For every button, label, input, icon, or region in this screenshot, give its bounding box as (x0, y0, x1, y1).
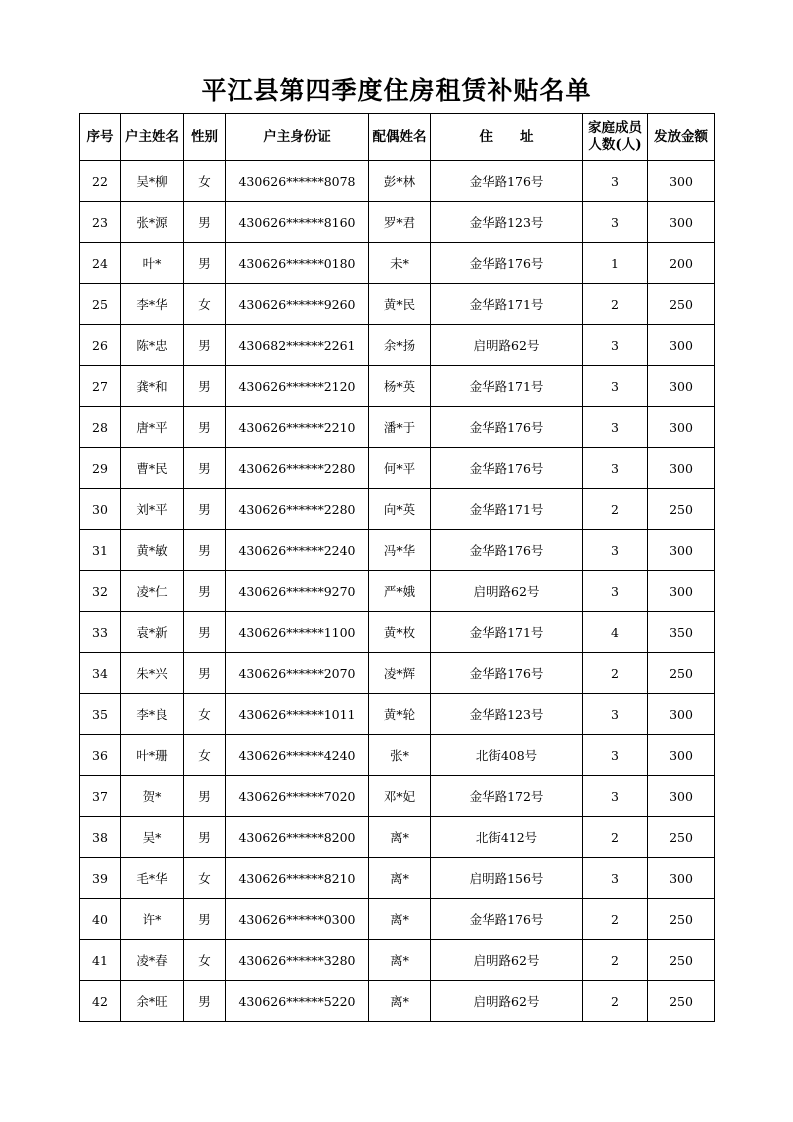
cell-address: 北街408号 (431, 735, 583, 776)
cell-amount: 250 (648, 981, 715, 1022)
cell-amount: 300 (648, 694, 715, 735)
cell-spouse-name: 余*扬 (369, 325, 431, 366)
table-row (80, 571, 715, 612)
cell-amount: 300 (648, 776, 715, 817)
cell-amount: 250 (648, 653, 715, 694)
cell-amount: 300 (648, 735, 715, 776)
cell-gender: 女 (184, 735, 226, 776)
cell-gender: 男 (184, 817, 226, 858)
cell-address: 金华路176号 (431, 407, 583, 448)
cell-spouse-name: 冯*华 (369, 530, 431, 571)
cell-owner-name: 黄*敏 (121, 530, 184, 571)
cell-spouse-name: 离* (369, 981, 431, 1022)
table-header (80, 114, 715, 161)
table-row (80, 653, 715, 694)
cell-amount: 300 (648, 448, 715, 489)
cell-gender: 男 (184, 530, 226, 571)
cell-seq: 31 (80, 530, 121, 571)
cell-seq: 22 (80, 161, 121, 202)
cell-amount: 250 (648, 899, 715, 940)
cell-owner-id: 430626******2240 (226, 530, 369, 571)
header-amount: 发放金额 (648, 114, 715, 161)
cell-address: 金华路176号 (431, 161, 583, 202)
cell-owner-name: 许* (121, 899, 184, 940)
cell-family-size: 3 (583, 202, 648, 243)
cell-family-size: 2 (583, 899, 648, 940)
cell-amount: 200 (648, 243, 715, 284)
cell-gender: 男 (184, 612, 226, 653)
cell-amount: 300 (648, 366, 715, 407)
table-row (80, 243, 715, 284)
cell-owner-name: 陈*忠 (121, 325, 184, 366)
cell-address: 金华路172号 (431, 776, 583, 817)
table-row (80, 817, 715, 858)
cell-seq: 39 (80, 858, 121, 899)
cell-seq: 36 (80, 735, 121, 776)
header-owner-name: 户主姓名 (121, 114, 184, 161)
cell-gender: 男 (184, 366, 226, 407)
cell-seq: 24 (80, 243, 121, 284)
cell-seq: 35 (80, 694, 121, 735)
cell-owner-name: 唐*平 (121, 407, 184, 448)
cell-family-size: 3 (583, 694, 648, 735)
cell-address: 金华路171号 (431, 366, 583, 407)
cell-spouse-name: 杨*英 (369, 366, 431, 407)
cell-owner-id: 430626******9270 (226, 571, 369, 612)
cell-amount: 300 (648, 202, 715, 243)
cell-seq: 41 (80, 940, 121, 981)
cell-gender: 女 (184, 694, 226, 735)
cell-address: 金华路171号 (431, 612, 583, 653)
cell-spouse-name: 罗*君 (369, 202, 431, 243)
cell-address: 金华路176号 (431, 899, 583, 940)
cell-gender: 男 (184, 448, 226, 489)
cell-seq: 38 (80, 817, 121, 858)
cell-address: 金华路171号 (431, 489, 583, 530)
cell-gender: 女 (184, 161, 226, 202)
cell-seq: 34 (80, 653, 121, 694)
subsidy-roster-table (79, 113, 715, 1022)
cell-spouse-name: 彭*林 (369, 161, 431, 202)
cell-owner-name: 刘*平 (121, 489, 184, 530)
cell-owner-id: 430626******1100 (226, 612, 369, 653)
cell-family-size: 3 (583, 366, 648, 407)
cell-family-size: 3 (583, 448, 648, 489)
header-gender: 性别 (184, 114, 226, 161)
cell-spouse-name: 向*英 (369, 489, 431, 530)
table-row (80, 858, 715, 899)
cell-owner-id: 430626******1011 (226, 694, 369, 735)
cell-owner-id: 430626******8160 (226, 202, 369, 243)
cell-amount: 300 (648, 571, 715, 612)
cell-owner-name: 凌*春 (121, 940, 184, 981)
cell-owner-id: 430626******2280 (226, 489, 369, 530)
header-family-size-line2: 人数(人) (588, 137, 642, 153)
cell-owner-name: 余*旺 (121, 981, 184, 1022)
cell-spouse-name: 黄*轮 (369, 694, 431, 735)
cell-amount: 300 (648, 407, 715, 448)
cell-owner-id: 430626******9260 (226, 284, 369, 325)
cell-address: 金华路123号 (431, 202, 583, 243)
cell-owner-id: 430626******2070 (226, 653, 369, 694)
cell-seq: 28 (80, 407, 121, 448)
cell-owner-id: 430626******7020 (226, 776, 369, 817)
cell-seq: 30 (80, 489, 121, 530)
cell-owner-id: 430626******0180 (226, 243, 369, 284)
cell-owner-id: 430682******2261 (226, 325, 369, 366)
cell-gender: 男 (184, 202, 226, 243)
table-body (80, 161, 715, 1022)
cell-family-size: 4 (583, 612, 648, 653)
cell-owner-id: 430626******8210 (226, 858, 369, 899)
table-row (80, 325, 715, 366)
cell-gender: 女 (184, 940, 226, 981)
header-family-size-line1: 家庭成员 (588, 120, 642, 136)
cell-address: 金华路176号 (431, 530, 583, 571)
cell-owner-id: 430626******8200 (226, 817, 369, 858)
table-row (80, 284, 715, 325)
cell-owner-id: 430626******0300 (226, 899, 369, 940)
cell-owner-id: 430626******2210 (226, 407, 369, 448)
cell-owner-name: 李*良 (121, 694, 184, 735)
cell-seq: 40 (80, 899, 121, 940)
cell-gender: 女 (184, 284, 226, 325)
cell-owner-name: 朱*兴 (121, 653, 184, 694)
cell-amount: 250 (648, 284, 715, 325)
cell-address: 金华路123号 (431, 694, 583, 735)
cell-family-size: 2 (583, 284, 648, 325)
cell-address: 北街412号 (431, 817, 583, 858)
cell-spouse-name: 凌*辉 (369, 653, 431, 694)
cell-address: 金华路171号 (431, 284, 583, 325)
cell-owner-name: 曹*民 (121, 448, 184, 489)
cell-amount: 300 (648, 325, 715, 366)
cell-spouse-name: 张* (369, 735, 431, 776)
cell-amount: 300 (648, 161, 715, 202)
cell-family-size: 2 (583, 940, 648, 981)
cell-spouse-name: 潘*于 (369, 407, 431, 448)
cell-family-size: 3 (583, 530, 648, 571)
cell-family-size: 1 (583, 243, 648, 284)
cell-family-size: 3 (583, 858, 648, 899)
table-row (80, 735, 715, 776)
cell-amount: 250 (648, 489, 715, 530)
cell-address: 金华路176号 (431, 448, 583, 489)
cell-address: 启明路62号 (431, 325, 583, 366)
cell-seq: 25 (80, 284, 121, 325)
cell-owner-id: 430626******3280 (226, 940, 369, 981)
cell-gender: 男 (184, 776, 226, 817)
table-row (80, 694, 715, 735)
cell-owner-name: 贺* (121, 776, 184, 817)
cell-family-size: 2 (583, 817, 648, 858)
cell-family-size: 2 (583, 981, 648, 1022)
cell-amount: 300 (648, 530, 715, 571)
cell-family-size: 3 (583, 325, 648, 366)
cell-owner-id: 430626******8078 (226, 161, 369, 202)
cell-spouse-name: 未* (369, 243, 431, 284)
cell-owner-name: 龚*和 (121, 366, 184, 407)
cell-owner-name: 吴*柳 (121, 161, 184, 202)
cell-address: 启明路62号 (431, 940, 583, 981)
table-row (80, 407, 715, 448)
cell-amount: 250 (648, 940, 715, 981)
cell-gender: 男 (184, 899, 226, 940)
page-title: 平江县第四季度住房租赁补贴名单 (201, 76, 592, 105)
cell-spouse-name: 离* (369, 858, 431, 899)
cell-seq: 37 (80, 776, 121, 817)
cell-family-size: 2 (583, 653, 648, 694)
table-row (80, 202, 715, 243)
cell-address: 启明路156号 (431, 858, 583, 899)
cell-gender: 女 (184, 858, 226, 899)
header-spouse-name: 配偶姓名 (369, 114, 431, 161)
table-row (80, 489, 715, 530)
cell-owner-name: 叶*珊 (121, 735, 184, 776)
cell-owner-name: 吴* (121, 817, 184, 858)
cell-address: 金华路176号 (431, 653, 583, 694)
cell-owner-name: 李*华 (121, 284, 184, 325)
cell-gender: 男 (184, 571, 226, 612)
cell-gender: 男 (184, 981, 226, 1022)
cell-gender: 男 (184, 243, 226, 284)
cell-gender: 男 (184, 653, 226, 694)
table-row (80, 981, 715, 1022)
cell-owner-id: 430626******4240 (226, 735, 369, 776)
cell-owner-id: 430626******2280 (226, 448, 369, 489)
header-seq: 序号 (80, 114, 121, 161)
cell-owner-name: 袁*新 (121, 612, 184, 653)
header-owner-id: 户主身份证 (226, 114, 369, 161)
cell-seq: 42 (80, 981, 121, 1022)
cell-family-size: 2 (583, 489, 648, 530)
cell-address: 启明路62号 (431, 981, 583, 1022)
header-address: 住 址 (431, 114, 583, 161)
cell-spouse-name: 离* (369, 899, 431, 940)
cell-owner-name: 毛*华 (121, 858, 184, 899)
cell-spouse-name: 何*平 (369, 448, 431, 489)
cell-gender: 男 (184, 325, 226, 366)
cell-gender: 男 (184, 407, 226, 448)
cell-spouse-name: 黄*民 (369, 284, 431, 325)
cell-gender: 男 (184, 489, 226, 530)
table-row (80, 612, 715, 653)
table-row (80, 161, 715, 202)
cell-owner-name: 张*源 (121, 202, 184, 243)
cell-spouse-name: 邓*妃 (369, 776, 431, 817)
table-row (80, 530, 715, 571)
cell-seq: 32 (80, 571, 121, 612)
cell-spouse-name: 黄*枚 (369, 612, 431, 653)
table-row (80, 940, 715, 981)
cell-spouse-name: 离* (369, 940, 431, 981)
cell-owner-name: 叶* (121, 243, 184, 284)
cell-family-size: 3 (583, 407, 648, 448)
cell-amount: 350 (648, 612, 715, 653)
cell-seq: 33 (80, 612, 121, 653)
cell-family-size: 3 (583, 735, 648, 776)
cell-spouse-name: 离* (369, 817, 431, 858)
table-row (80, 899, 715, 940)
table-row (80, 448, 715, 489)
cell-owner-name: 凌*仁 (121, 571, 184, 612)
cell-owner-id: 430626******5220 (226, 981, 369, 1022)
cell-amount: 300 (648, 858, 715, 899)
cell-spouse-name: 严*娥 (369, 571, 431, 612)
cell-seq: 27 (80, 366, 121, 407)
cell-seq: 29 (80, 448, 121, 489)
cell-family-size: 3 (583, 161, 648, 202)
table-row (80, 776, 715, 817)
table-row (80, 366, 715, 407)
cell-owner-id: 430626******2120 (226, 366, 369, 407)
header-row (80, 114, 715, 161)
header-family-size (583, 114, 648, 161)
cell-family-size: 3 (583, 776, 648, 817)
cell-amount: 250 (648, 817, 715, 858)
cell-seq: 26 (80, 325, 121, 366)
cell-address: 金华路176号 (431, 243, 583, 284)
cell-seq: 23 (80, 202, 121, 243)
cell-address: 启明路62号 (431, 571, 583, 612)
cell-family-size: 3 (583, 571, 648, 612)
